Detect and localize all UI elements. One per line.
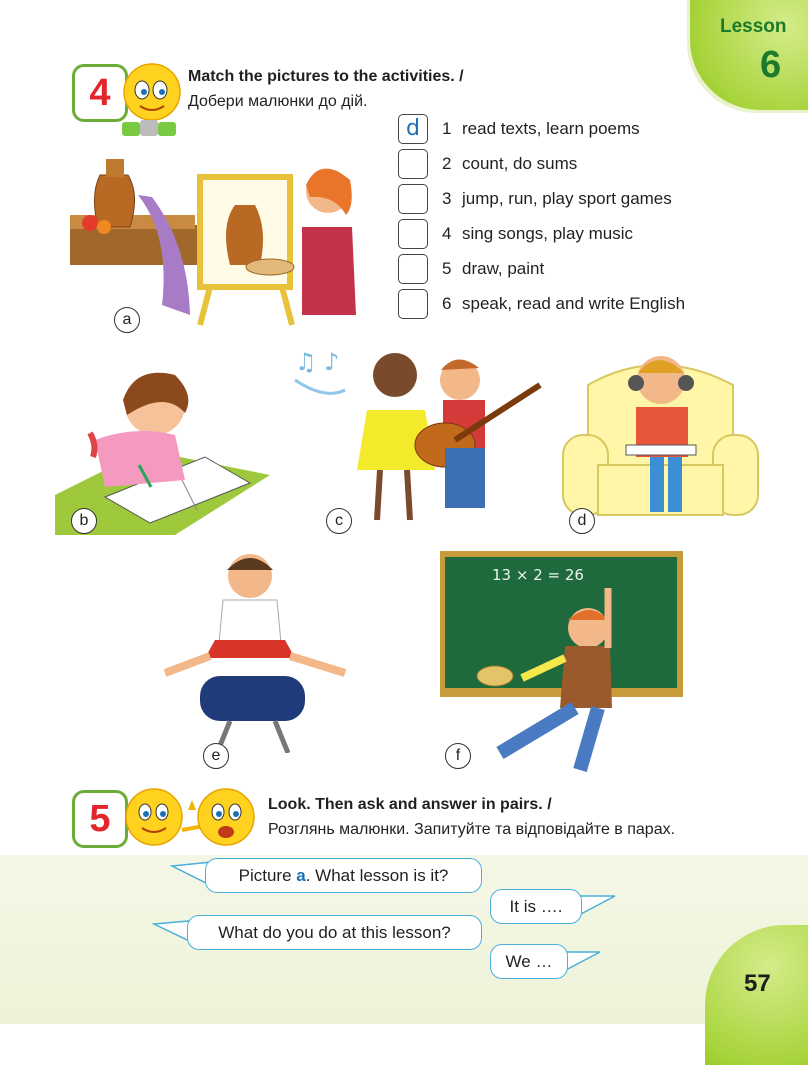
picture-label-d: d — [569, 508, 595, 534]
activity-text: jump, run, play sport games — [462, 189, 672, 208]
picture-art-lesson — [70, 135, 370, 330]
activity-text: draw, paint — [462, 259, 545, 278]
svg-text:♫ ♪: ♫ ♪ — [295, 348, 340, 376]
activity-number: 3 — [442, 189, 452, 208]
activity-row-6 — [398, 289, 685, 319]
lesson-label: Lesson — [720, 16, 787, 37]
task-4-instruction-ua: Добери малюнки до дій. — [188, 93, 368, 110]
task-4-instruction-en: Match the pictures to the activities. / — [188, 68, 464, 85]
activity-row-3 — [398, 184, 672, 214]
picture-pe-lesson — [155, 548, 370, 753]
task-5-badge: 5 — [72, 790, 128, 848]
activity-row-5 — [398, 254, 544, 284]
activity-number: 4 — [442, 224, 452, 243]
answer-box-2[interactable] — [398, 149, 428, 179]
activity-text: speak, read and write English — [462, 294, 686, 313]
activity-row-4 — [398, 219, 633, 249]
picture-maths-lesson — [440, 548, 690, 778]
smiley-puzzle-icon — [118, 62, 188, 146]
picture-reading-lesson — [558, 335, 763, 535]
answer-box-6[interactable] — [398, 289, 428, 319]
question-1-pre: Picture — [238, 865, 297, 885]
activity-number: 6 — [442, 294, 452, 313]
activity-number: 1 — [442, 119, 452, 138]
answer-bubble-2: We … — [490, 944, 568, 979]
task-5-instruction-en: Look. Then ask and answer in pairs. / — [268, 796, 552, 813]
activity-number: 2 — [442, 154, 452, 173]
question-bubble-2: What do you do at this lesson? — [187, 915, 482, 950]
activity-number: 5 — [442, 259, 452, 278]
activity-row-1 — [398, 114, 640, 144]
page-number: 57 — [744, 970, 771, 997]
picture-music-lesson — [285, 340, 550, 540]
answer-bubble-1: It is …. — [490, 889, 582, 924]
lesson-number: 6 — [760, 44, 782, 86]
question-1-post: . What lesson is it? — [305, 865, 449, 885]
activity-text: sing songs, play music — [462, 224, 634, 243]
answer-box-4[interactable] — [398, 219, 428, 249]
picture-label-b: b — [71, 508, 97, 534]
question-bubble-1 — [205, 858, 482, 893]
activity-text: count, do sums — [462, 154, 578, 173]
picture-label-c: c — [326, 508, 352, 534]
activity-text: read texts, learn poems — [462, 119, 640, 138]
picture-label-f: f — [445, 743, 471, 769]
two-smileys-icon — [120, 782, 260, 852]
picture-label-a: a — [114, 307, 140, 333]
board-equation: 13 × 2 = 26 — [492, 566, 584, 584]
task-4-badge: 4 — [72, 64, 128, 122]
task-5-instruction-ua: Розглянь малюнки. Запитуйте та відповідайте в парах. — [268, 821, 676, 838]
question-1-letter: a — [296, 865, 306, 885]
picture-label-e: e — [203, 743, 229, 769]
answer-box-5[interactable] — [398, 254, 428, 284]
answer-box-1[interactable]: d — [398, 114, 428, 144]
activity-row-2 — [398, 149, 577, 179]
answer-box-3[interactable] — [398, 184, 428, 214]
